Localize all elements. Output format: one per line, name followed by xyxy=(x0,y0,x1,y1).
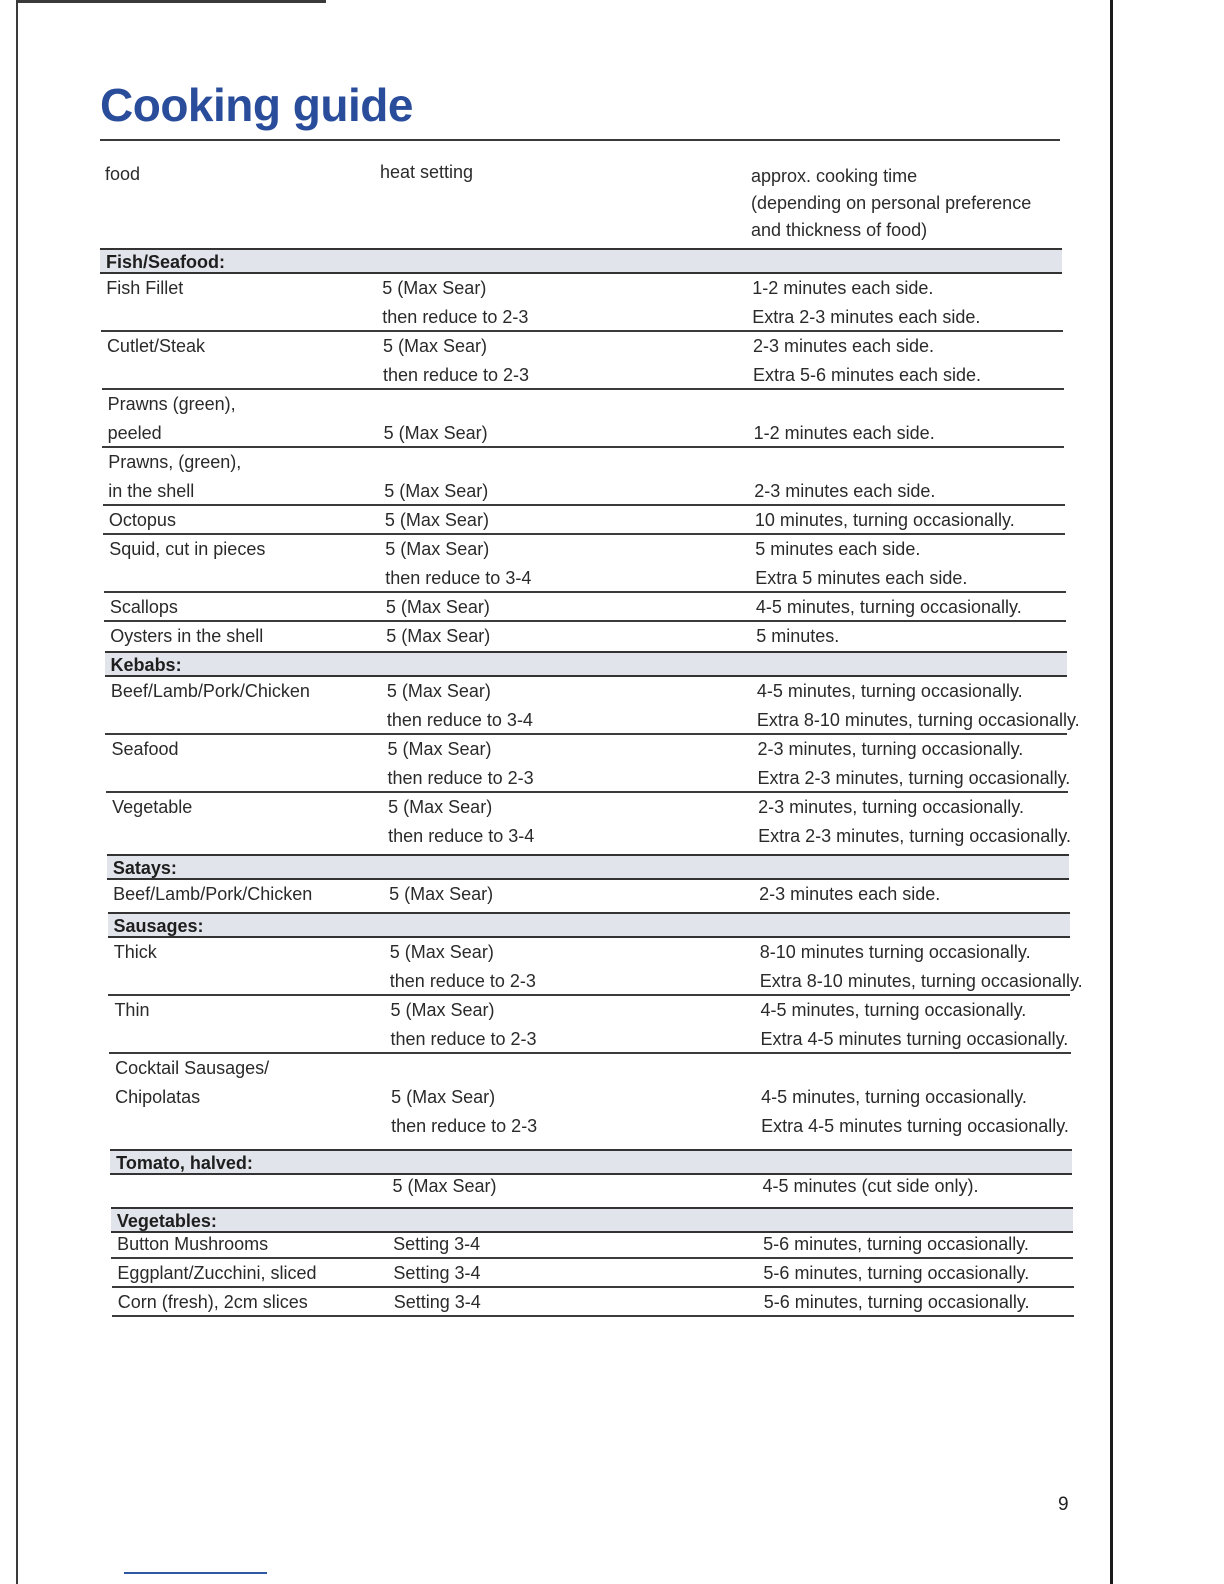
section-heading xyxy=(100,248,1062,274)
heat-setting-cell-line xyxy=(384,448,488,477)
cooking-time-cell-line: 4-5 minutes, turning occasionally. xyxy=(761,1087,1027,1107)
heat-setting-cell xyxy=(392,1172,496,1201)
heat-setting-cell xyxy=(388,735,534,793)
heat-setting-cell xyxy=(385,535,531,593)
cooking-time-cell xyxy=(752,274,980,332)
food-cell-line: Squid, cut in pieces xyxy=(109,539,266,559)
food-cell xyxy=(106,274,183,303)
section-heading xyxy=(105,651,1067,677)
heat-setting-cell-line: 5 (Max Sear) xyxy=(384,510,489,530)
food-cell-line: Octopus xyxy=(108,510,176,530)
table-row xyxy=(103,535,1065,593)
food-cell-line: Prawns (green), xyxy=(107,394,236,414)
heat-setting-cell-line: then reduce to 2-3 xyxy=(387,768,534,788)
cooking-time-cell-line: Extra 8-10 minutes, turning occasionally. xyxy=(756,710,1080,730)
heat-setting-cell-line: then reduce to 3-4 xyxy=(388,826,535,846)
food-cell xyxy=(110,593,178,622)
food-cell xyxy=(115,1054,269,1112)
section-heading-label: Satays: xyxy=(112,858,177,878)
cooking-time-cell-line: 4-5 minutes, turning occasionally. xyxy=(760,1000,1027,1020)
cooking-time-cell xyxy=(754,390,935,448)
heat-setting-cell-line: 5 (Max Sear) xyxy=(386,626,491,646)
cooking-time-cell-line: 5-6 minutes, turning occasionally. xyxy=(763,1263,1030,1283)
food-cell-line xyxy=(116,1172,121,1201)
heat-setting-cell-line: then reduce to 3-4 xyxy=(385,568,532,588)
food-cell xyxy=(117,1230,268,1259)
table-row xyxy=(106,793,1071,851)
heat-setting-cell-line: then reduce to 2-3 xyxy=(390,1029,537,1049)
food-cell-line: peeled xyxy=(107,423,162,443)
header-heat-setting: heat setting xyxy=(380,162,474,182)
cooking-time-cell-line: 4-5 minutes (cut side only). xyxy=(762,1176,979,1196)
table-row xyxy=(111,1230,1073,1259)
food-cell-line: Beef/Lamb/Pork/Chicken xyxy=(113,884,313,904)
food-cell-line: Thick xyxy=(113,942,157,962)
heat-setting-cell xyxy=(388,793,534,851)
table-row xyxy=(101,332,1063,390)
heat-setting-cell xyxy=(385,506,489,535)
table-row xyxy=(109,1054,1071,1140)
food-cell-line: Button Mushrooms xyxy=(117,1234,269,1254)
food-cell-line: Eggplant/Zucchini, sliced xyxy=(117,1263,317,1283)
food-cell xyxy=(109,506,176,535)
cooking-time-cell-line: Extra 2-3 minutes, turning occasionally. xyxy=(758,826,1071,846)
cooking-time-cell xyxy=(756,622,839,651)
cooking-time-cell-line xyxy=(754,390,935,419)
heat-setting-cell-line: 5 (Max Sear) xyxy=(389,942,494,962)
cooking-time-cell-line: 5-6 minutes, turning occasionally. xyxy=(763,1234,1029,1254)
heat-setting-cell-line: 5 (Max Sear) xyxy=(387,739,492,759)
table-row xyxy=(111,1259,1073,1288)
heat-setting-cell-line: Setting 3-4 xyxy=(393,1292,481,1312)
cooking-time-cell xyxy=(753,332,981,390)
heat-setting-cell-line: 5 (Max Sear) xyxy=(386,681,491,701)
heat-setting-cell xyxy=(387,677,533,735)
cooking-time-cell-line: 5 minutes each side. xyxy=(755,539,921,559)
food-cell-line: Oysters in the shell xyxy=(110,626,264,646)
heat-setting-cell-line: 5 (Max Sear) xyxy=(392,1176,497,1196)
cooking-time-cell-line: 2-3 minutes, turning occasionally. xyxy=(758,797,1024,817)
food-cell-line: Thin xyxy=(114,1000,150,1020)
cooking-time-cell-line: Extra 8-10 minutes, turning occasionally. xyxy=(759,971,1083,991)
table-row xyxy=(106,735,1071,793)
heat-setting-cell xyxy=(390,938,536,996)
table-row xyxy=(112,1288,1074,1317)
food-cell xyxy=(114,996,149,1025)
cooking-time-cell xyxy=(755,506,1015,535)
food-cell xyxy=(111,677,310,706)
heat-setting-cell-line: then reduce to 2-3 xyxy=(389,971,536,991)
header-cooking-time-line: and thickness of food) xyxy=(751,220,928,240)
heat-setting-cell-line: then reduce to 2-3 xyxy=(382,365,530,385)
food-cell xyxy=(118,1288,308,1317)
heat-setting-cell-line: 5 (Max Sear) xyxy=(383,423,488,443)
food-cell xyxy=(116,1172,121,1201)
food-cell xyxy=(107,332,205,361)
food-cell-line: Chipolatas xyxy=(115,1087,201,1107)
cooking-time-cell-line: Extra 2-3 minutes each side. xyxy=(752,307,981,327)
food-cell-line: in the shell xyxy=(108,481,195,501)
food-cell xyxy=(114,938,157,967)
food-cell-line: Prawns, (green), xyxy=(108,452,242,472)
heat-setting-cell xyxy=(383,332,529,390)
section-heading-label: Vegetables: xyxy=(116,1211,217,1231)
food-cell xyxy=(117,1259,316,1288)
food-cell xyxy=(110,622,263,651)
cooking-time-cell-line: 2-3 minutes, turning occasionally. xyxy=(757,739,1024,759)
section-heading xyxy=(108,912,1070,938)
cooking-time-cell-line: Extra 4-5 minutes turning occasionally. xyxy=(761,1116,1069,1136)
cooking-time-cell-line: 10 minutes, turning occasionally. xyxy=(754,510,1015,530)
cooking-time-cell xyxy=(760,938,1083,996)
food-cell xyxy=(108,390,236,448)
page-number: 9 xyxy=(1058,1494,1069,1515)
food-cell-line: Corn (fresh), 2cm slices xyxy=(117,1292,308,1312)
scan-edge-top xyxy=(16,0,326,3)
cooking-time-cell xyxy=(754,448,935,506)
header-food: food xyxy=(105,164,141,184)
heat-setting-cell-line: 5 (Max Sear) xyxy=(382,336,487,356)
heat-setting-cell-line: 5 (Max Sear) xyxy=(391,1087,496,1107)
table-row xyxy=(100,274,1062,332)
cooking-time-cell-line xyxy=(754,448,935,477)
header-cooking-time-line: (depending on personal preference xyxy=(751,193,1032,213)
cooking-time-cell-line: Extra 2-3 minutes, turning occasionally. xyxy=(757,768,1071,788)
heat-setting-cell-line: Setting 3-4 xyxy=(393,1234,481,1254)
scan-edge-right xyxy=(1110,0,1113,1584)
heat-setting-cell xyxy=(384,448,488,506)
food-cell-line: Beef/Lamb/Pork/Chicken xyxy=(110,681,310,701)
food-cell-line: Scallops xyxy=(109,597,178,617)
food-cell xyxy=(112,793,192,822)
cooking-time-cell xyxy=(756,593,1022,622)
food-cell-line: Cutlet/Steak xyxy=(106,336,205,356)
cooking-time-cell xyxy=(759,880,940,909)
heat-setting-cell xyxy=(393,1259,480,1288)
cooking-time-cell-line: 8-10 minutes turning occasionally. xyxy=(759,942,1031,962)
heat-setting-cell xyxy=(393,1230,480,1259)
header-cooking-time xyxy=(751,163,1031,244)
section-heading-label: Kebabs: xyxy=(110,655,182,675)
cooking-time-cell-line xyxy=(761,1054,1069,1083)
food-cell-line: Fish Fillet xyxy=(106,278,184,298)
header-cooking-time-line: approx. cooking time xyxy=(751,166,918,186)
food-cell-line: Seafood xyxy=(111,739,179,759)
section-heading-label: Tomato, halved: xyxy=(116,1153,253,1173)
footer-rule xyxy=(124,1572,267,1574)
food-cell xyxy=(113,880,312,909)
cooking-time-cell-line: 1-2 minutes each side. xyxy=(753,423,935,443)
food-cell xyxy=(109,535,265,564)
table-row xyxy=(108,996,1070,1054)
heat-setting-cell xyxy=(394,1288,481,1317)
section-heading-label: Fish/Seafood: xyxy=(106,252,226,272)
heat-setting-cell-line: 5 (Max Sear) xyxy=(385,597,490,617)
cooking-time-cell-line: 2-3 minutes each side. xyxy=(754,481,936,501)
cooking-time-cell-line: 4-5 minutes, turning occasionally. xyxy=(755,597,1022,617)
cooking-time-cell xyxy=(761,1054,1069,1141)
cooking-time-cell xyxy=(758,735,1071,793)
table-row xyxy=(103,506,1065,535)
heat-setting-cell-line: 5 (Max Sear) xyxy=(385,539,490,559)
cooking-time-cell xyxy=(758,793,1071,851)
cooking-time-cell-line: 2-3 minutes each side. xyxy=(752,336,935,356)
heat-setting-cell xyxy=(390,996,536,1054)
heat-setting-cell xyxy=(384,390,488,448)
cooking-time-cell-line: 5-6 minutes, turning occasionally. xyxy=(763,1292,1030,1312)
heat-setting-cell xyxy=(391,1054,537,1141)
row-divider xyxy=(112,1315,1074,1317)
cooking-time-cell xyxy=(757,677,1080,735)
cooking-time-cell-line: 1-2 minutes each side. xyxy=(752,278,934,298)
heat-setting-cell-line: 5 (Max Sear) xyxy=(389,884,494,904)
heat-setting-cell-line xyxy=(391,1054,537,1083)
heat-setting-cell-line: 5 (Max Sear) xyxy=(384,481,489,501)
table-row xyxy=(105,677,1080,735)
food-cell xyxy=(108,448,241,506)
scan-edge-left xyxy=(16,0,18,1584)
heat-setting-cell-line: then reduce to 2-3 xyxy=(382,307,529,327)
heat-setting-cell xyxy=(389,880,493,909)
food-cell-line: Vegetable xyxy=(112,797,193,817)
heat-setting-cell-line: Setting 3-4 xyxy=(393,1263,481,1283)
cooking-time-cell xyxy=(763,1230,1029,1259)
section-heading-label: Sausages: xyxy=(113,916,204,936)
cooking-time-cell-line: 5 minutes. xyxy=(756,626,840,646)
table-row xyxy=(102,448,1064,506)
heat-setting-cell-line: 5 (Max Sear) xyxy=(382,278,487,298)
cooking-time-cell xyxy=(762,1172,978,1201)
heat-setting-cell-line xyxy=(384,390,488,419)
cooking-time-cell xyxy=(760,996,1068,1054)
table-row xyxy=(107,880,1069,909)
heat-setting-cell-line: 5 (Max Sear) xyxy=(388,797,493,817)
cooking-time-cell-line: Extra 4-5 minutes turning occasionally. xyxy=(760,1029,1069,1049)
section-heading xyxy=(107,854,1069,880)
cooking-time-cell xyxy=(763,1259,1029,1288)
heat-setting-cell xyxy=(386,593,490,622)
table-row xyxy=(108,938,1083,996)
food-cell-line: Cocktail Sausages/ xyxy=(115,1058,270,1078)
table-row xyxy=(104,622,1066,651)
heat-setting-cell-line: then reduce to 2-3 xyxy=(391,1116,538,1136)
table-row xyxy=(104,593,1066,622)
heat-setting-cell-line: 5 (Max Sear) xyxy=(390,1000,495,1020)
cooking-time-cell xyxy=(755,535,967,593)
cooking-time-cell-line: 4-5 minutes, turning occasionally. xyxy=(756,681,1023,701)
heat-setting-cell xyxy=(386,622,490,651)
cooking-time-cell xyxy=(764,1288,1030,1317)
heat-setting-cell-line: then reduce to 3-4 xyxy=(386,710,533,730)
page-title: Cooking guide xyxy=(100,79,413,131)
table-row xyxy=(110,1172,1072,1201)
table-row xyxy=(102,390,1064,448)
cooking-time-cell-line: 2-3 minutes each side. xyxy=(759,884,941,904)
title-divider xyxy=(100,139,1060,141)
cooking-time-cell-line: Extra 5 minutes each side. xyxy=(755,568,968,588)
food-cell xyxy=(112,735,179,764)
heat-setting-cell xyxy=(382,274,528,332)
cooking-time-cell-line: Extra 5-6 minutes each side. xyxy=(752,365,982,385)
